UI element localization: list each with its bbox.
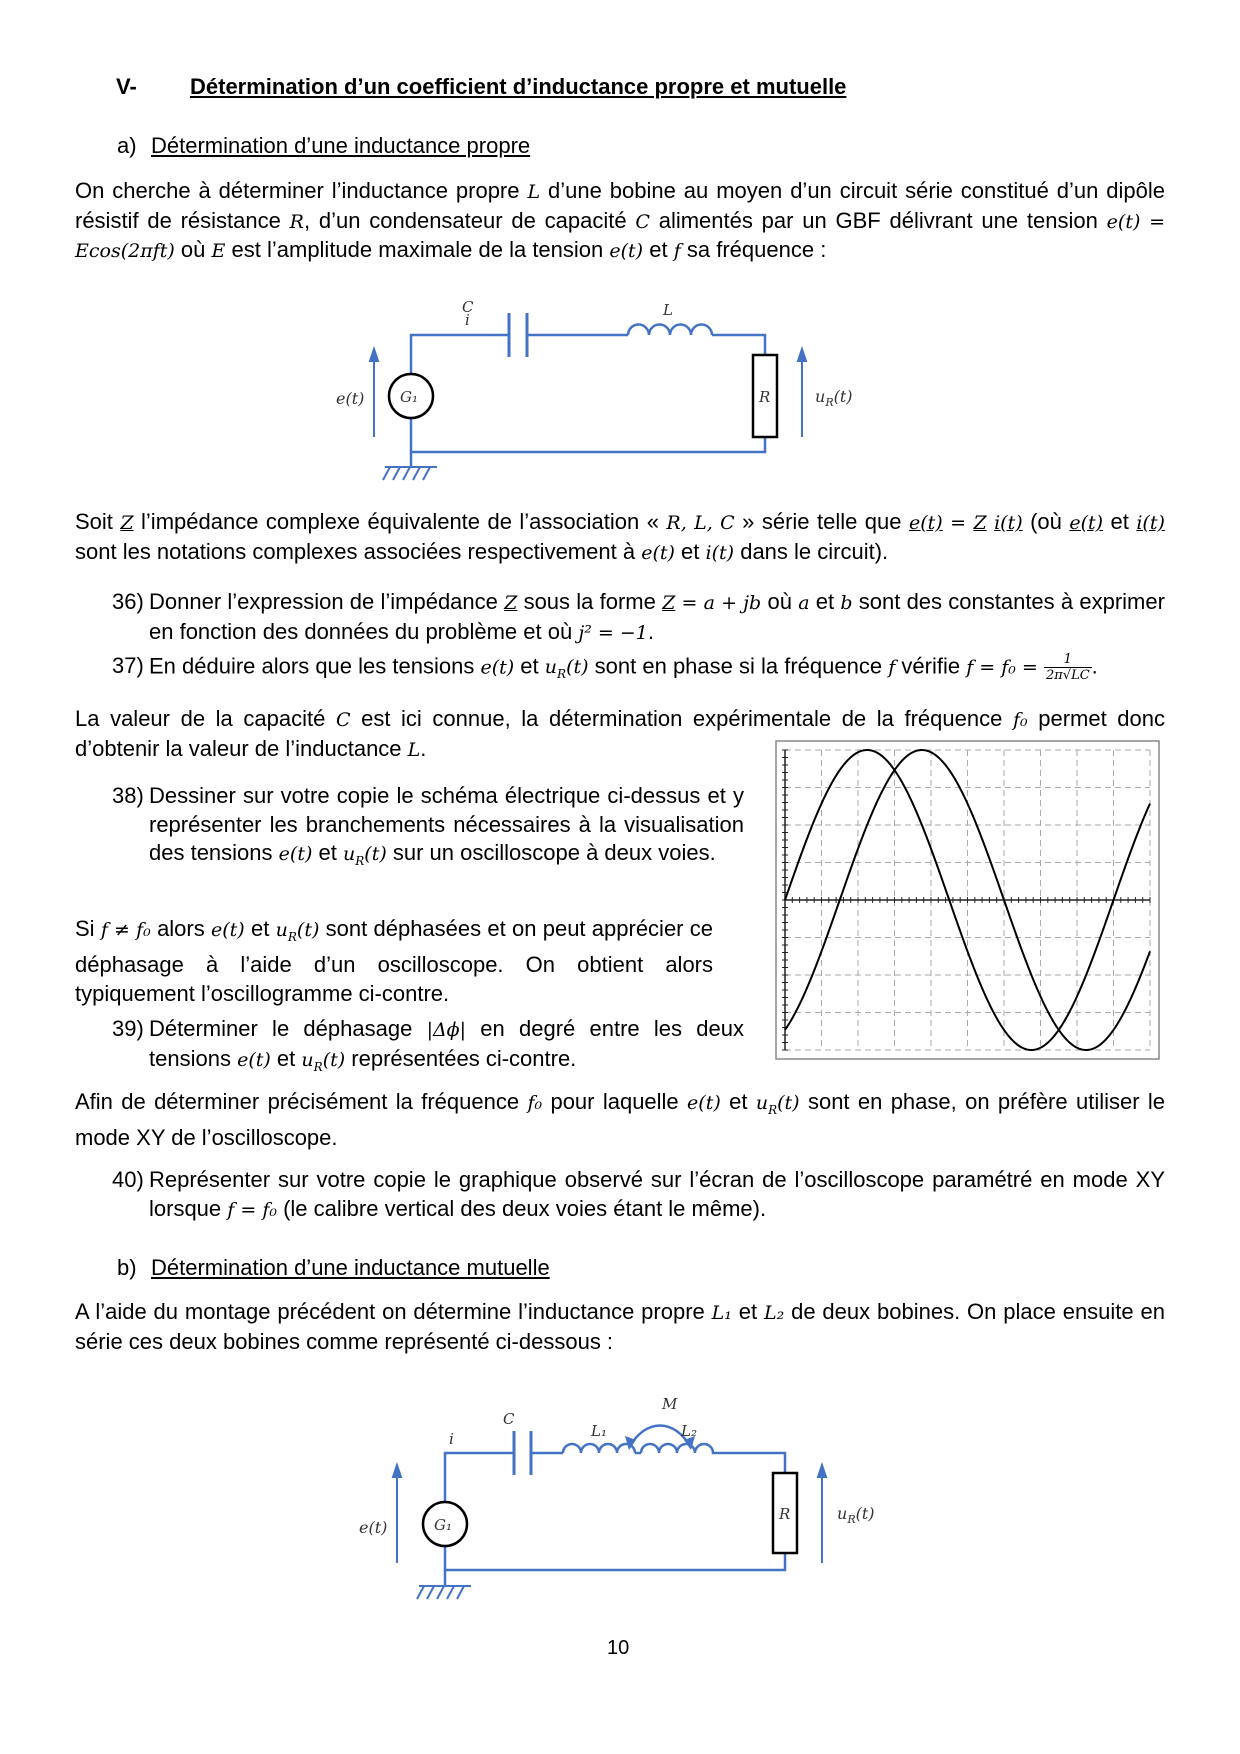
subsection-b-letter: b) [117, 1255, 137, 1280]
question-40: 40) Représenter sur votre copie le graphique observé sur l’écran de l’oscilloscope paramétré en mode XY lorsque f = f₀ (le calibre vertical des deux voies étant le même). [112, 1167, 1165, 1221]
wire-inductor-resistor [712, 335, 765, 355]
subsection-b-title: Détermination d’une inductance mutuelle [151, 1255, 550, 1280]
question-38: 38) Dessiner sur votre copie le schéma électrique ci-dessus et y représenter les branchements nécessaires à la visualisation des tensions e(t) et $u_R(t)$ sur un oscilloscope à deux voies. [112, 783, 744, 868]
label-i: i [465, 311, 470, 329]
inductor-symbol [628, 325, 712, 336]
question-37: 37) En déduire alors que les tensions e(t) et $u_R(t)$ sont en phase si la fréquence f vérifie f = f₀ = $\frac{1}{2\pi√LC}$ . [112, 652, 1098, 683]
oscillogram [775, 740, 1160, 1060]
label-R-2: R [779, 1505, 791, 1523]
paragraph-impedance: Soit Z l’impédance complexe équivalente de l’association « R, L, C » série telle que e(t) = Z i(t) (où e(t) et i(t) sont les notations complexes associées respectivement à e(t) et i(t) dans le circuit). [75, 509, 1165, 564]
circuit-diagram-2 [345, 1378, 905, 1618]
subsection-a-title: Détermination d’une inductance propre [151, 133, 531, 158]
circuit-diagram-1 [336, 285, 870, 495]
inductor-L2-symbol [641, 1444, 731, 1453]
label-L1: L₁ [591, 1422, 607, 1440]
wire-left-top [411, 335, 509, 375]
section-number: V- [116, 74, 137, 99]
fraction-f0: $\frac{1}{2\pi√LC}$ [1045, 652, 1090, 683]
label-G1-2: G₁ [434, 1516, 452, 1534]
inductor-L1-symbol [563, 1444, 635, 1453]
section-title: Détermination d’un coefficient d’inductance propre et mutuelle [190, 74, 847, 99]
label-e-t: e(t) [336, 389, 365, 408]
ground-icon [383, 467, 437, 480]
label-ur-t-2: $u_R(t)$ [837, 1504, 875, 1526]
label-ur-t: $u_R(t)$ [815, 387, 853, 409]
label-L: L [663, 301, 673, 319]
paragraph-capacity: La valeur de la capacité C est ici connue, la détermination expérimentale de la fréquence f₀ permet donc d’obtenir la valeur de l’inductance L. [75, 706, 1165, 761]
label-i-2: i [449, 1430, 454, 1448]
capacitor-symbol [509, 313, 527, 357]
paragraph-mutual: A l’aide du montage précédent on détermine l’inductance propre L₁ et L₂ de deux bobines. On place ensuite en série ces deux bobines comme représenté ci-dessous : [75, 1299, 1165, 1354]
question-36: 36) Donner l’expression de l’impédance Z sous la forme Z = a + jb où a et b sont des constantes à exprimer en fonction des données du problème et où j² = −1. [112, 589, 1165, 644]
paragraph-phase: Si f ≠ f₀ alors e(t) et $u_R(t)$ sont déphasées et on peut apprécier ce déphasage à l’aide d’un oscilloscope. On obtient alors typiquement l’oscillogramme ci-contre. [75, 916, 713, 1006]
paragraph-xy-mode: Afin de déterminer précisément la fréquence f₀ pour laquelle e(t) et $u_R(t)$ sont en phase, on préfère utiliser le mode XY de l’oscilloscope. [75, 1089, 1166, 1151]
label-C-2: C [503, 1410, 515, 1428]
capacitor-symbol-2 [514, 1431, 531, 1475]
paragraph-intro: On cherche à déterminer l’inductance propre L d’une bobine au moyen d’un circuit série constitué d’un dipôle résistif de résistance R, d’un condensateur de capacité C alimentés par un GBF délivrant une tension e(t) = Ecos(2πft) où E est l’amplitude maximale de la tension e(t) et f sa fréquence : [75, 178, 1165, 262]
wire-bottom [411, 418, 765, 452]
label-L2: L₂ [681, 1422, 697, 1440]
ground-icon-2 [417, 1586, 471, 1599]
label-M: M [662, 1395, 678, 1413]
label-R: R [759, 388, 771, 406]
page-number: 10 [607, 1637, 630, 1659]
subsection-a-letter: a) [117, 133, 137, 158]
label-G1: G₁ [400, 388, 418, 406]
label-C: C [462, 298, 474, 316]
question-39: 39) Déterminer le déphasage |Δϕ| en degré entre les deux tensions e(t) et $u_R(t)$ représentées ci-contre. [112, 1016, 744, 1074]
label-e-t-2: e(t) [359, 1518, 388, 1537]
